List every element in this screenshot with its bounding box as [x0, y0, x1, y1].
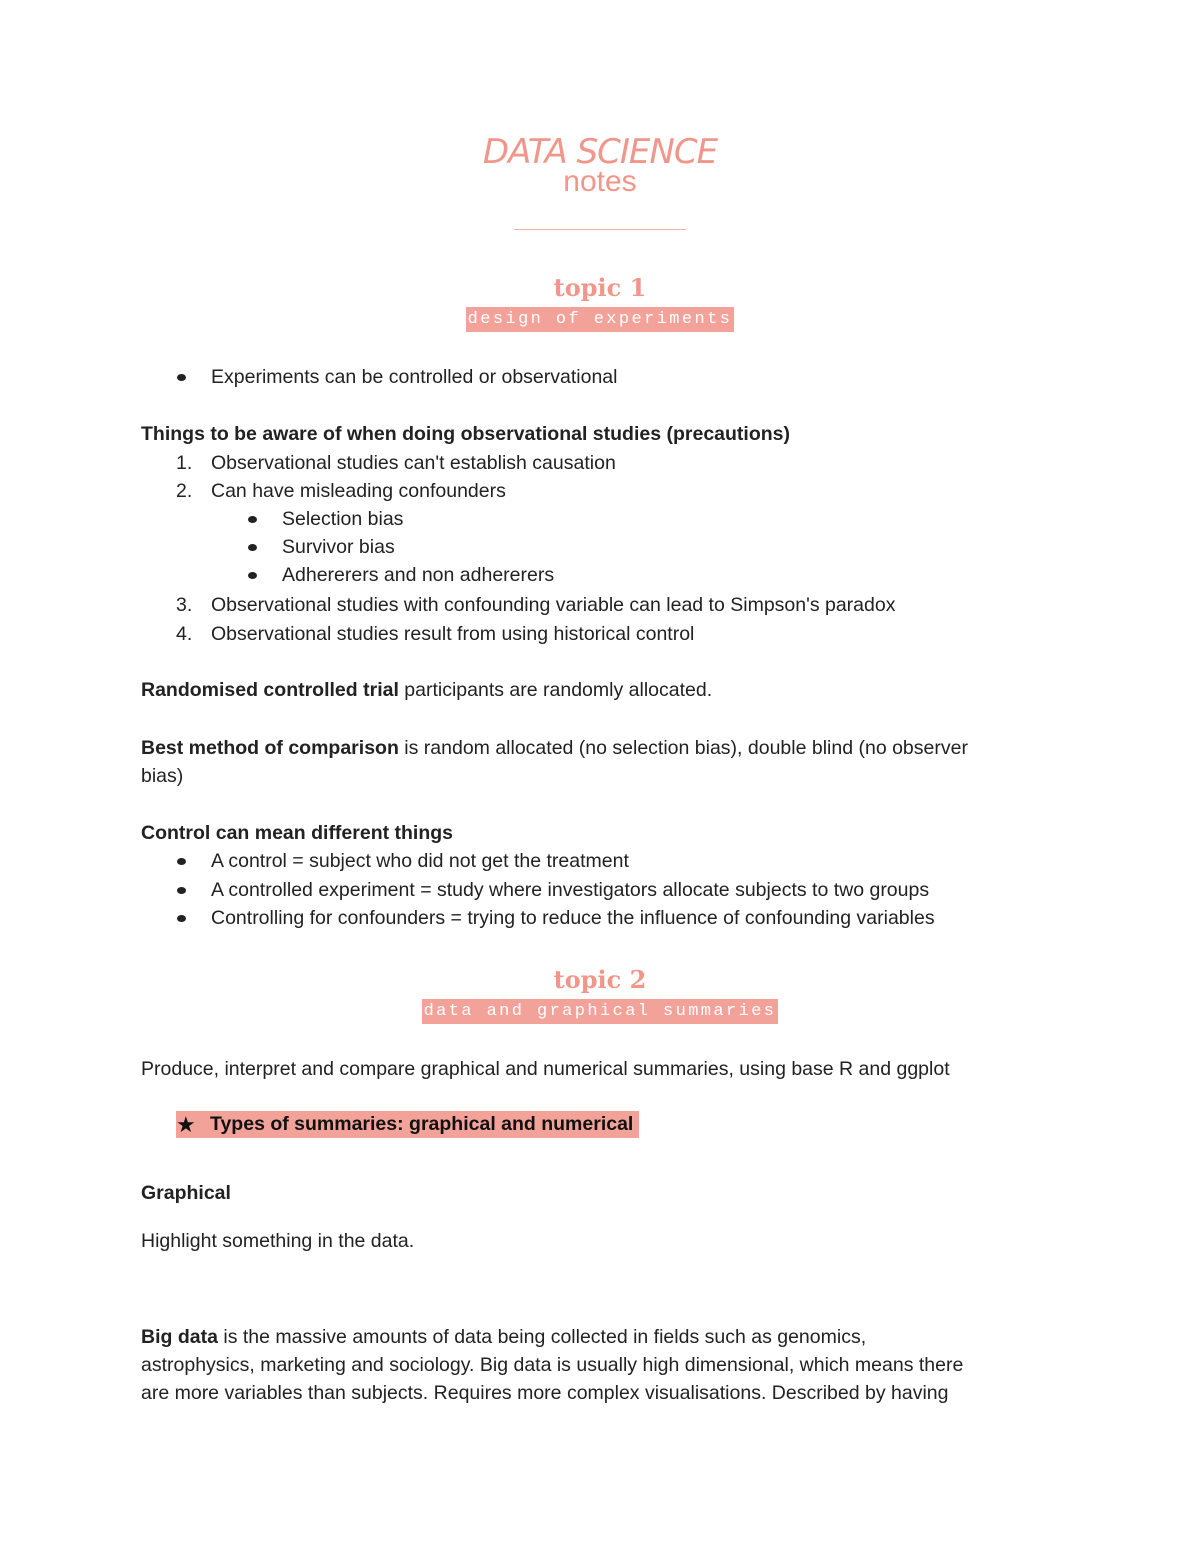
types-of-summaries-label: Types of summaries: graphical and numerical: [210, 1113, 634, 1135]
bullet-icon: [177, 887, 186, 894]
topic-2-heading: topic 2: [553, 965, 647, 994]
bullet-icon: [248, 572, 257, 579]
big-data-text-line-2: astrophysics, marketing and sociology. Big data is usually high dimensional, which means there: [141, 1354, 964, 1376]
control-heading: Control can mean different things: [141, 822, 454, 844]
graphical-heading: Graphical: [141, 1182, 231, 1204]
types-of-summaries-callout: [176, 1111, 639, 1138]
graphical-text: Highlight something in the data.: [141, 1230, 415, 1252]
control-item: Controlling for confounders = trying to reduce the influence of confounding variables: [211, 907, 935, 929]
topic-1-subheading-wrap: [0, 307, 1200, 332]
rct-paragraph: [141, 676, 712, 704]
rct-term: Randomised controlled trial: [141, 679, 399, 701]
star-icon: ★: [176, 1112, 196, 1137]
list-number: 3.: [176, 594, 193, 616]
list-number: 2.: [176, 480, 193, 502]
intro-bullet-text: Experiments can be controlled or observational: [211, 366, 618, 388]
bullet-icon: [248, 544, 257, 551]
big-data-paragraph: [141, 1323, 866, 1351]
big-data-text: is the massive amounts of data being collected in fields such as genomics,: [217, 1326, 867, 1348]
list-number: 4.: [176, 623, 193, 645]
document-subtitle: notes: [563, 165, 637, 198]
control-item: A control = subject who did not get the treatment: [211, 850, 629, 872]
best-method-text-cont: bias): [141, 765, 184, 787]
topic-2-intro: Produce, interpret and compare graphical and numerical summaries, using base R and ggplot: [141, 1058, 950, 1080]
control-item: A controlled experiment = study where investigators allocate subjects to two groups: [211, 879, 930, 901]
confounder-item: Adhererers and non adhererers: [282, 564, 555, 586]
topic-1-heading: topic 1: [553, 273, 647, 302]
topic-1-subheading: design of experiments: [466, 307, 735, 332]
list-number: 1.: [176, 452, 193, 474]
bullet-icon: [248, 516, 257, 523]
big-data-text-line-3: are more variables than subjects. Requires more complex visualisations. Described by having: [141, 1382, 949, 1404]
precautions-heading: Things to be aware of when doing observational studies (precautions): [141, 423, 790, 445]
topic-2-subheading-wrap: [0, 999, 1200, 1024]
bullet-icon: [177, 374, 186, 381]
document-title: DATA SCIENCE: [482, 132, 718, 172]
precaution-item: Observational studies result from using historical control: [211, 623, 695, 645]
confounder-item: Survivor bias: [282, 536, 395, 558]
precaution-item: Observational studies with confounding variable can lead to Simpson's paradox: [211, 594, 896, 616]
best-method-paragraph: [141, 734, 968, 762]
bullet-icon: [177, 858, 186, 865]
title-divider: [514, 229, 686, 230]
precaution-item: Can have misleading confounders: [211, 480, 506, 502]
rct-text: participants are randomly allocated.: [398, 679, 713, 701]
best-method-term: Best method of comparison: [141, 737, 399, 759]
confounder-item: Selection bias: [282, 508, 404, 530]
bullet-icon: [177, 915, 186, 922]
big-data-term: Big data: [141, 1326, 218, 1348]
precaution-item: Observational studies can't establish causation: [211, 452, 616, 474]
topic-2-subheading: data and graphical summaries: [422, 999, 779, 1024]
best-method-text: is random allocated (no selection bias), double blind (no observer: [398, 737, 968, 759]
